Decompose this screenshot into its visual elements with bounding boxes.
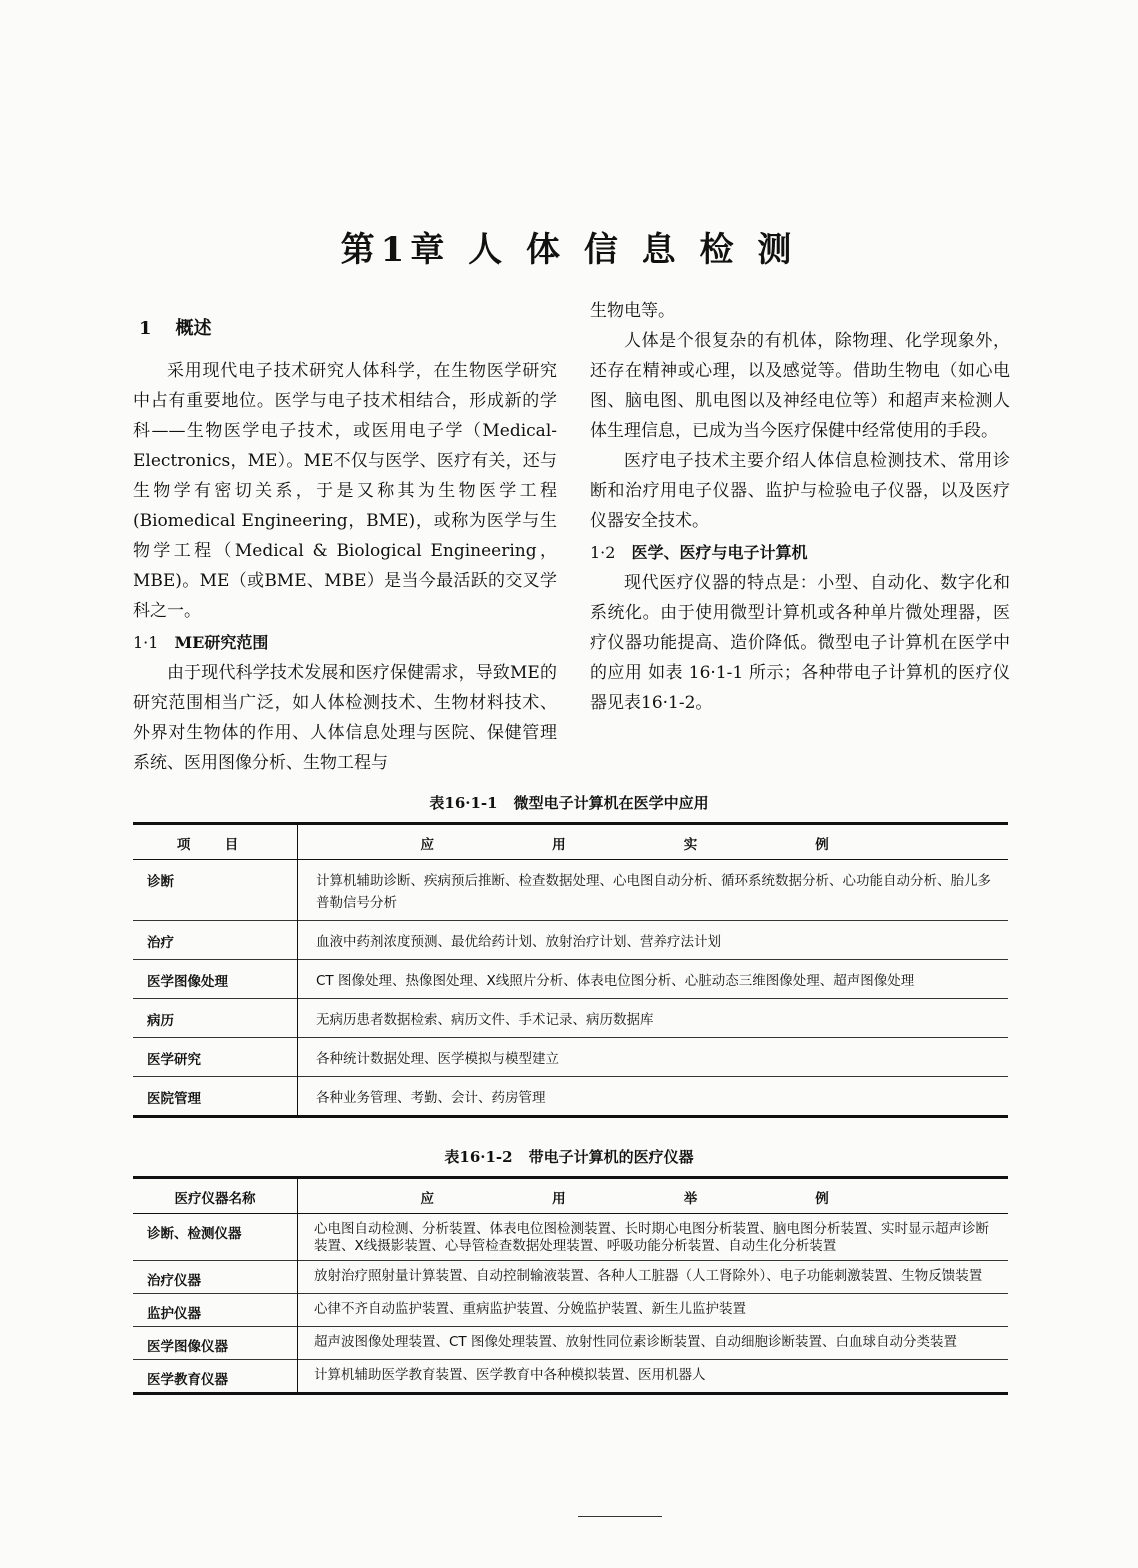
table-2-header-col2: 应 用 举 例 <box>420 1191 886 1207</box>
table-cell-item: 医院管理 <box>133 1077 298 1117</box>
table-row <box>133 860 1008 921</box>
table-cell-item: 医学研究 <box>133 1038 298 1077</box>
right-paragraph-1: 人体是个很复杂的有机体，除物理、化学现象外，还存在精神或心理，以及感觉等。借助生物电（如心电图、脑电图、肌电图以及神经电位等）和超声来检测人体生理信息，已成为当今医疗保健中经常使用的手段。 <box>590 331 1010 441</box>
section-1-paragraph: 采用现代电子技术研究人体科学，在生物医学研究中占有重要地位。医学与电子技术相结合，形成新的学科——生物医学电子技术，或医用电子学（Medical-Electronics，ME）。ME不仅与医学、医疗有关，还与生物学有密切关系，于是又称其为生物医学工程(Biomedical Engineering，BME)，或称为医学与生物学工程（Medical & Biological Engineering，MBE)。ME（或BME、MBE）是当今最活跃的交叉学科之一。 <box>133 361 557 621</box>
table-cell-device: 诊断、检测仪器 <box>133 1214 298 1261</box>
table-row <box>133 1294 1008 1327</box>
section-1-2-title: 医学、医疗与电子计算机 <box>631 543 808 562</box>
table-2-title: 带电子计算机的医疗仪器 <box>528 1148 694 1166</box>
table-1-title: 微型电子计算机在医学中应用 <box>513 794 709 812</box>
table-cell-example: 无病历患者数据检索、病历文件、手术记录、病历数据库 <box>316 1012 654 1028</box>
table-cell-example: 各种业务管理、考勤、会计、药房管理 <box>316 1090 546 1106</box>
table-cell-device: 医学图像仪器 <box>133 1327 298 1360</box>
section-1-1-paragraph: 由于现代科学技术发展和医疗保健需求，导致ME的研究范围相当广泛，如人体检测技术、生物材料技术、外界对生物体的作用、人体信息处理与医院、保健管理系统、医用图像分析、生物工程与 <box>133 663 557 773</box>
table-2-header-col1: 医疗仪器名称 <box>133 1178 298 1214</box>
right-column <box>590 296 1010 718</box>
table-2 <box>133 1176 1008 1395</box>
table-cell-example: 计算机辅助诊断、疾病预后推断、检查数据处理、心电图自动分析、循环系统数据分析、心功能自动分析、胎儿多普勒信号分析 <box>316 873 991 911</box>
table-2-number: 表16·1-2 <box>444 1148 513 1166</box>
table-1-header-row <box>133 824 1008 860</box>
table-2-caption <box>0 1146 1138 1167</box>
table-row <box>133 960 1008 999</box>
section-1-2-heading <box>590 538 1010 568</box>
table-row <box>133 1038 1008 1077</box>
table-1-header-col1: 项 目 <box>133 824 298 860</box>
table-cell-item: 医学图像处理 <box>133 960 298 999</box>
section-1-1-title: ME研究范围 <box>174 633 269 652</box>
table-row <box>133 1077 1008 1117</box>
left-column <box>133 314 557 778</box>
table-cell-example: CT 图像处理、热像图处理、X线照片分析、体表电位图分析、心脏动态三维图像处理、超声图像处理 <box>316 973 915 989</box>
section-1-2-number: 1·2 <box>590 543 616 562</box>
table-1-number: 表16·1-1 <box>429 794 498 812</box>
section-1-1-number: 1·1 <box>133 633 159 652</box>
table-cell-item: 治疗 <box>133 921 298 960</box>
section-1-title: 概述 <box>175 318 212 339</box>
footer-rule <box>578 1516 662 1517</box>
table-row <box>133 1261 1008 1294</box>
table-2-header-row <box>133 1178 1008 1214</box>
section-1-number: 1 <box>139 318 152 339</box>
table-cell-example: 血液中药剂浓度预测、最优给药计划、放射治疗计划、营养疗法计划 <box>316 934 721 950</box>
table-cell-example: 心律不齐自动监护装置、重病监护装置、分娩监护装置、新生儿监护装置 <box>314 1301 746 1317</box>
table-row <box>133 1327 1008 1360</box>
section-1-1-heading <box>133 628 557 658</box>
table-row <box>133 1360 1008 1394</box>
table-cell-device: 医学教育仪器 <box>133 1360 298 1394</box>
table-cell-example: 超声波图像处理装置、CT 图像处理装置、放射性同位素诊断装置、自动细胞诊断装置、白血球自动分类装置 <box>314 1334 957 1350</box>
right-paragraph-2: 医疗电子技术主要介绍人体信息检测技术、常用诊断和治疗用电子仪器、监护与检验电子仪器，以及医疗仪器安全技术。 <box>590 451 1010 531</box>
table-row <box>133 1214 1008 1261</box>
table-cell-item: 诊断 <box>133 860 298 921</box>
table-1-caption <box>0 792 1138 813</box>
continuation-text: 生物电等。 <box>590 301 675 321</box>
table-cell-device: 监护仪器 <box>133 1294 298 1327</box>
table-row <box>133 999 1008 1038</box>
table-cell-example: 放射治疗照射量计算装置、自动控制输液装置、各种人工脏器（人工肾除外）、电子功能刺激装置、生物反馈装置 <box>314 1268 983 1284</box>
table-cell-example: 计算机辅助医学教育装置、医学教育中各种模拟装置、医用机器人 <box>314 1367 706 1383</box>
table-cell-example: 心电图自动检测、分析装置、体表电位图检测装置、长时期心电图分析装置、脑电图分析装置、实时显示超声诊断装置、X线摄影装置、心导管检查数据处理装置、呼吸功能分析装置、自动生化分析装置 <box>314 1221 989 1254</box>
table-cell-example: 各种统计数据处理、医学模拟与模型建立 <box>316 1051 559 1067</box>
table-1-header-col2: 应 用 实 例 <box>420 837 886 853</box>
table-cell-item: 病历 <box>133 999 298 1038</box>
table-1 <box>133 822 1008 1118</box>
section-1-heading <box>139 314 557 344</box>
section-1-2-paragraph: 现代医疗仪器的特点是：小型、自动化、数字化和系统化。由于使用微型计算机或各种单片微处理器，医疗仪器功能提高、造价降低。微型电子计算机在医学中的应用 如表 16·1-1 所示；各种带电子计算机的医疗仪器见表16·1-2。 <box>590 573 1010 713</box>
chapter-title: 第1章 人 体 信 息 检 测 <box>340 230 798 270</box>
table-cell-device: 治疗仪器 <box>133 1261 298 1294</box>
table-row <box>133 921 1008 960</box>
